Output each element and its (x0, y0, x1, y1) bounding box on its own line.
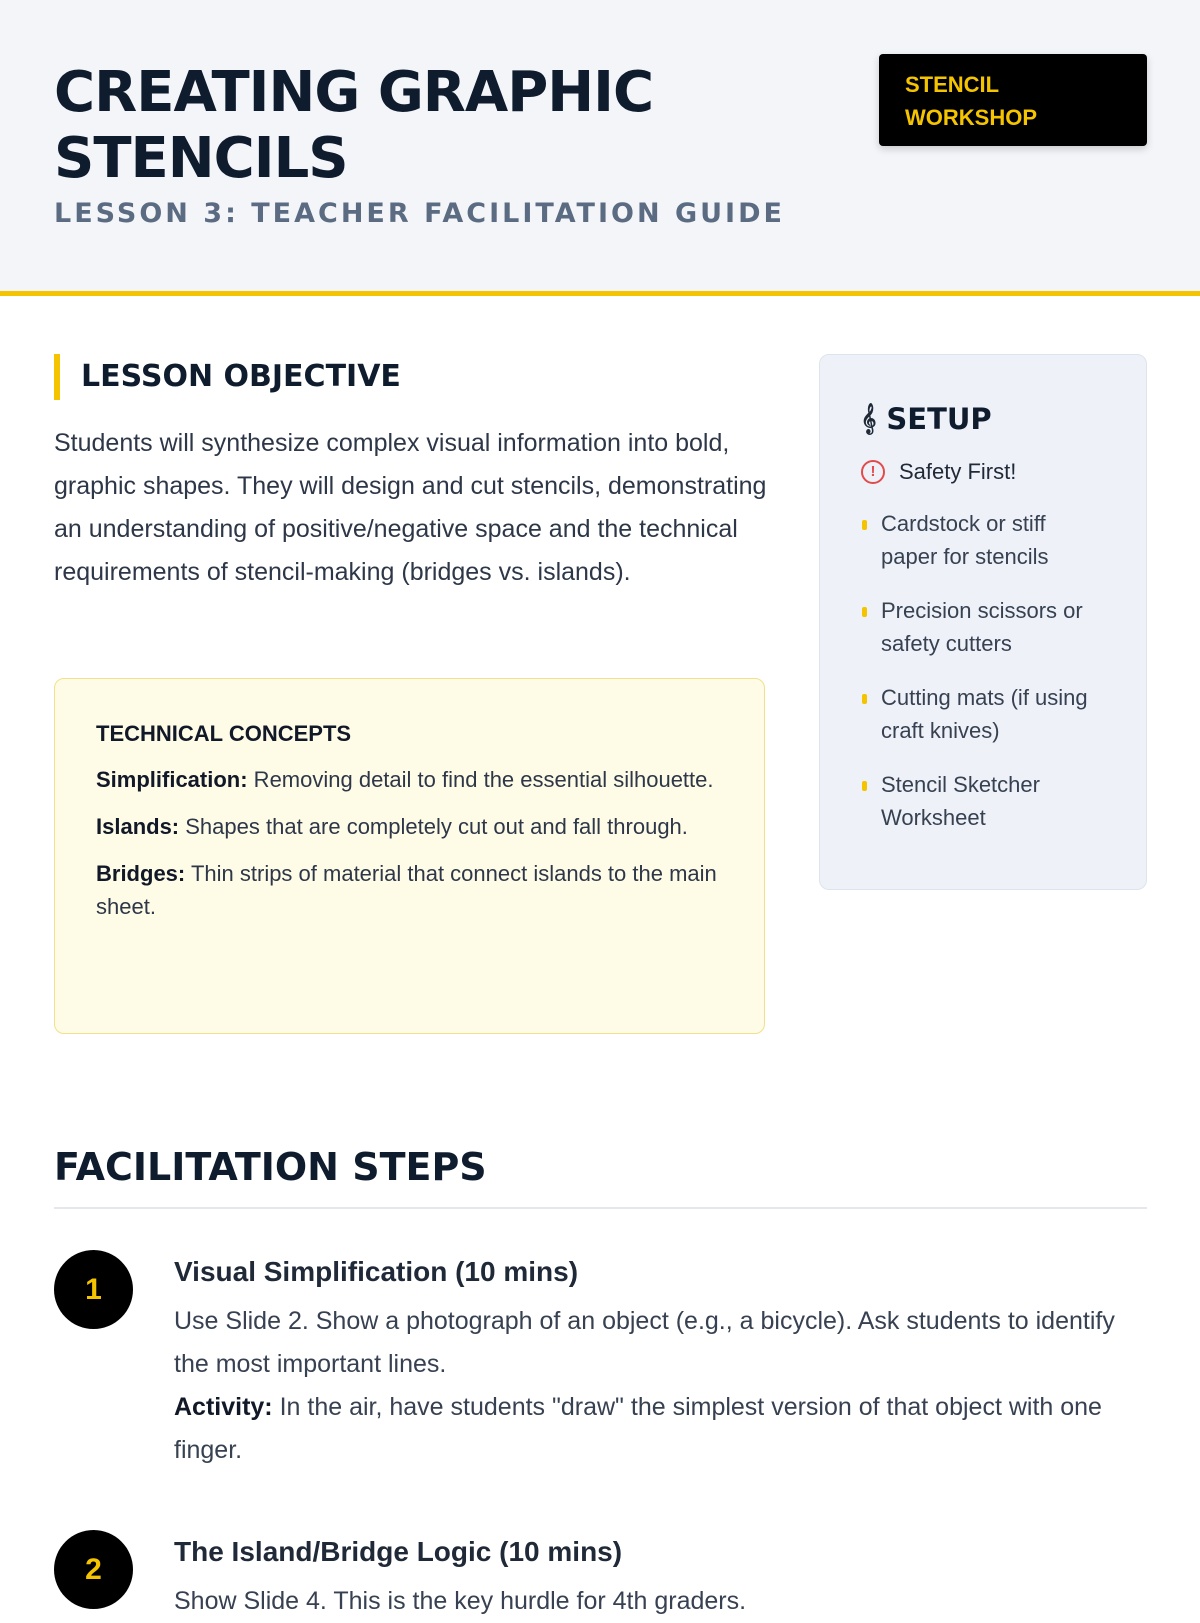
page-subtitle: LESSON 3: TEACHER FACILITATION GUIDE (54, 198, 785, 229)
setup-list-item: Cutting mats (if using craft knives) (861, 681, 1106, 747)
concept-item (96, 810, 724, 843)
page-title: CREATING GRAPHIC STENCILS (54, 60, 654, 191)
activity-label: Activity: (174, 1393, 273, 1421)
step-title: Visual Simplification (10 mins) (174, 1256, 579, 1287)
concept-item (96, 857, 724, 923)
setup-list-item: Cardstock or stiff paper for stencils (861, 507, 1106, 573)
badge-line-1: STENCIL (905, 72, 1000, 97)
setup-title-text: SETUP (886, 402, 992, 436)
objective-text: Students will synthesize complex visual information into bold, graphic shapes. They will design and cut stencils, demonstrating an understanding of positive/negative space and the technical requirements of stencil-making (bridges vs. islands). (54, 429, 767, 586)
step-content (174, 1532, 1149, 1623)
steps-heading: FACILITATION STEPS (54, 1142, 1147, 1209)
concept-definition: Shapes that are completely cut out and fall through. (179, 814, 688, 839)
setup-heading (861, 399, 1106, 439)
concept-term: Bridges: (96, 861, 186, 886)
setup-panel (819, 354, 1147, 890)
safety-notice (861, 459, 1106, 485)
technical-concepts-box (54, 678, 765, 1034)
workshop-badge (879, 54, 1147, 146)
setup-list-item: Stencil Sketcher Worksheet (861, 768, 1106, 834)
objective-heading: LESSON OBJECTIVE (54, 354, 401, 400)
utensils-icon: 𝄞 (861, 404, 877, 434)
concept-term: Islands: (96, 814, 180, 839)
page-header (0, 0, 1200, 296)
step-activity (174, 1386, 1149, 1472)
step-number-badge: 2 (54, 1530, 133, 1609)
step-number-badge: 1 (54, 1250, 133, 1329)
step-title: The Island/Bridge Logic (10 mins) (174, 1536, 623, 1567)
concepts-title: TECHNICAL CONCEPTS (96, 721, 352, 746)
badge-line-2: WORKSHOP (905, 105, 1037, 130)
step-content (174, 1252, 1149, 1472)
step-text: Use Slide 2. Show a photograph of an object (e.g., a bicycle). Ask students to identify the most important lines. (174, 1307, 1115, 1378)
setup-list-item: Precision scissors or safety cutters (861, 594, 1106, 660)
activity-text: In the air, have students "draw" the simplest version of that object with one finger. (174, 1393, 1102, 1464)
safety-label: Safety First! (899, 459, 1017, 484)
step-text: Show Slide 4. This is the key hurdle for 4th graders. (174, 1587, 747, 1615)
alert-circle-icon: ! (861, 460, 885, 484)
concept-term: Simplification: (96, 767, 248, 792)
concept-definition: Thin strips of material that connect islands to the main sheet. (96, 861, 717, 919)
concept-item (96, 763, 724, 796)
concept-definition: Removing detail to find the essential silhouette. (247, 767, 714, 792)
